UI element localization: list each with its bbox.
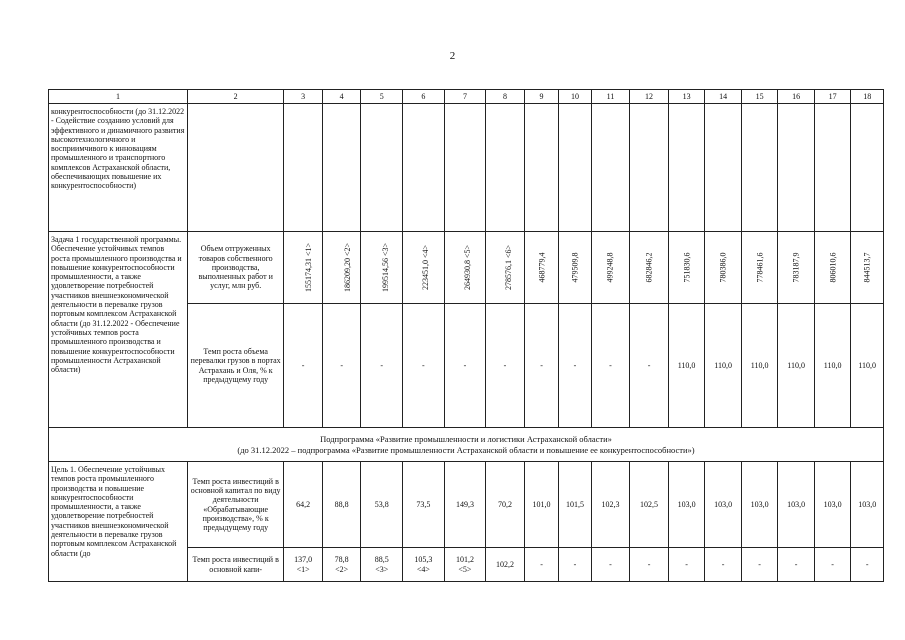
value-cell: 103,0	[851, 462, 884, 548]
value-cell: 103,0	[814, 462, 851, 548]
value-cell: -	[814, 548, 851, 582]
value-cell: -	[444, 304, 486, 428]
header-cell: 14	[705, 90, 742, 104]
value-cell: 101,5	[559, 462, 591, 548]
header-cell: 17	[814, 90, 851, 104]
page-number: 2	[449, 50, 456, 62]
subprogram-title: Подпрограмма «Развитие промышленности и логистики Астраханской области»	[320, 433, 612, 444]
value-cell: 783187,9	[791, 252, 801, 283]
value-cell: 101,0	[524, 462, 558, 548]
value-cell: 105,3 <4>	[403, 548, 445, 582]
value-cell: -	[630, 548, 669, 582]
value-cell: 102,2	[486, 548, 525, 582]
value-cell: 110,0	[814, 304, 851, 428]
task1-text: Задача 1 государственной программы. Обеспечение устойчивых темпов роста промышленного производства и повышение конкурентоспособности промышленности, а также удовлетворение потребностей участников внешнеэкономической деятельности в перевалке грузов портовым комплексом Астраханской области (до 31.12.2022 - Обеспечение устойчивых темпов роста промышленного производства и повышение конкурентоспособности промышленности Астраханской области)	[49, 232, 188, 428]
value-cell: 53,8	[361, 462, 403, 548]
value-cell: 751830,6	[682, 252, 692, 283]
subprogram-row	[49, 428, 884, 462]
value-cell: -	[778, 548, 815, 582]
value-cell: 73,5	[403, 462, 445, 548]
header-cell: 10	[559, 90, 591, 104]
value-cell: 278576,1 <6>	[504, 244, 514, 290]
value-cell: 102,5	[630, 462, 669, 548]
value-cell: 110,0	[668, 304, 705, 428]
header-cell: 3	[284, 90, 323, 104]
indicator-name: Объем отгруженных товаров собственного производства, выполненных работ и услуг, млн руб.	[187, 232, 283, 304]
goal-continuation-row	[49, 104, 884, 232]
value-cell: 778461,6	[755, 252, 765, 283]
value-cell: 110,0	[778, 304, 815, 428]
header-cell: 13	[668, 90, 705, 104]
value-cell: 70,2	[486, 462, 525, 548]
value-cell: 110,0	[705, 304, 742, 428]
value-cell: -	[705, 548, 742, 582]
value-cell: 682846,2	[644, 252, 654, 283]
value-cell: 78,8 <2>	[322, 548, 361, 582]
value-cell: 110,0	[741, 304, 778, 428]
header-cell: 5	[361, 90, 403, 104]
value-cell: 499248,8	[605, 252, 615, 283]
header-cell: 11	[591, 90, 630, 104]
header-cell: 12	[630, 90, 669, 104]
value-cell: 103,0	[668, 462, 705, 548]
value-cell: 199514,56 <3>	[381, 242, 391, 292]
goal1-text: Цель 1. Обеспечение устойчивых темпов роста промышленного производства и повышение конкурентоспособности промышленности, а также удовлетворение потребностей участников внешнеэкономической деятельности в перевалке грузов портовым комплексом Астраханской области (до	[49, 462, 188, 582]
header-cell: 7	[444, 90, 486, 104]
header-cell: 1	[49, 90, 188, 104]
value-cell: 88,8	[322, 462, 361, 548]
value-cell: -	[591, 548, 630, 582]
value-cell: 264930,8 <5>	[462, 244, 472, 290]
header-cell: 16	[778, 90, 815, 104]
value-cell: 64,2	[284, 462, 323, 548]
value-cell: -	[668, 548, 705, 582]
header-cell: 18	[851, 90, 884, 104]
value-cell: 88,5 <3>	[361, 548, 403, 582]
indicator-name: Темп роста инвестиций в основной капи-	[187, 548, 283, 582]
value-cell: -	[591, 304, 630, 428]
value-cell: -	[559, 548, 591, 582]
value-cell: -	[403, 304, 445, 428]
indicator-name: Темп роста инвестиций в основной капитал по виду деятельности «Обрабатывающие производства», % к предыдущему году	[187, 462, 283, 548]
indicator-name: Темп роста объема перевалки грузов в портах Астрахань и Оля, % к предыдущему году	[187, 304, 283, 428]
value-cell: 479509,8	[570, 252, 580, 283]
value-cell: 780386,0	[718, 252, 728, 283]
task1-row-volume	[49, 232, 884, 304]
header-cell: 4	[322, 90, 361, 104]
value-cell: -	[559, 304, 591, 428]
value-cell: 155174,31 <1>	[304, 242, 314, 292]
value-cell: 844513,7	[862, 252, 872, 283]
header-cell: 9	[524, 90, 558, 104]
value-cell: -	[486, 304, 525, 428]
header-cell: 2	[187, 90, 283, 104]
value-cell: 103,0	[741, 462, 778, 548]
goal-text: конкурентоспособности (до 31.12.2022 - Содействие созданию условий для эффективного и динамичного развития высокотехнологичного и восприимчивого к инновациям промышленного и транспортного комплексов Астраханской области, обеспечивающих повышение их конкурентоспособности)	[49, 104, 188, 232]
value-cell: -	[322, 304, 361, 428]
value-cell: -	[361, 304, 403, 428]
value-cell: 110,0	[851, 304, 884, 428]
value-cell: -	[284, 304, 323, 428]
value-cell: 223451,0 <4>	[421, 244, 431, 290]
value-cell: -	[630, 304, 669, 428]
value-cell: 102,3	[591, 462, 630, 548]
subprogram-subtitle: (до 31.12.2022 – подпрограмма «Развитие промышленности Астраханской области и повышение ее конкурентоспособности»)	[237, 444, 695, 455]
header-cell: 6	[403, 90, 445, 104]
value-cell: 468779,4	[537, 252, 547, 283]
header-cell: 15	[741, 90, 778, 104]
value-cell: 806010,6	[828, 252, 838, 283]
value-cell: 101,2 <5>	[444, 548, 486, 582]
value-cell: -	[851, 548, 884, 582]
value-cell: 103,0	[705, 462, 742, 548]
indicators-table	[48, 89, 884, 582]
value-cell: 186209,20 <2>	[342, 242, 352, 292]
goal1-row-investment	[49, 462, 884, 548]
header-cell: 8	[486, 90, 525, 104]
value-cell: 103,0	[778, 462, 815, 548]
header-row	[49, 90, 884, 104]
value-cell: -	[741, 548, 778, 582]
value-cell: 137,0 <1>	[284, 548, 323, 582]
value-cell: 149,3	[444, 462, 486, 548]
value-cell: -	[524, 304, 558, 428]
value-cell: -	[524, 548, 558, 582]
